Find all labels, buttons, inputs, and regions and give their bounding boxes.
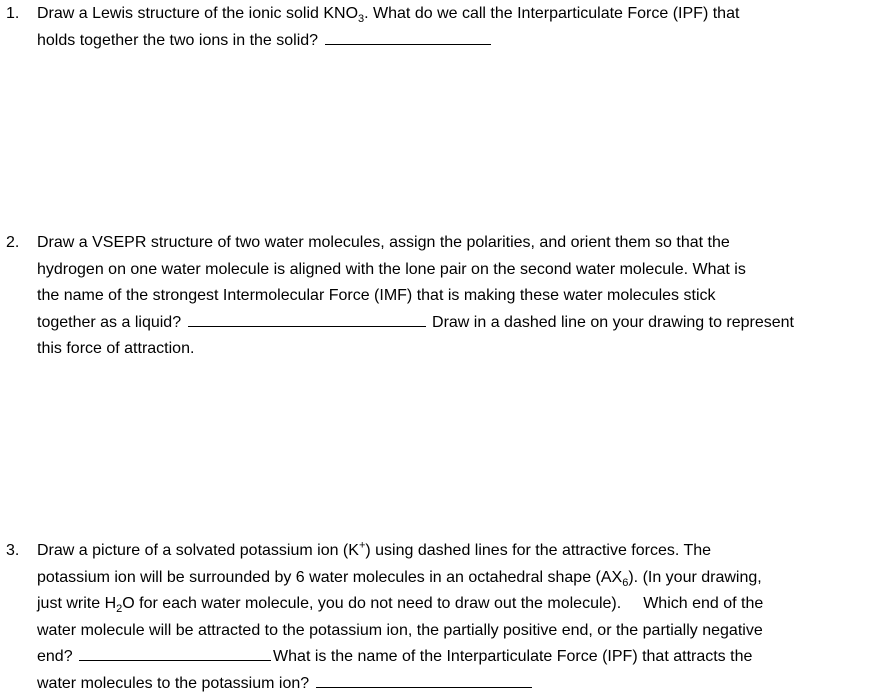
text-line (37, 565, 885, 592)
answer-blank[interactable] (188, 312, 426, 327)
text-segment: just write H (37, 595, 116, 612)
text-line (37, 230, 885, 257)
text-line (37, 1, 885, 28)
subscript: 2 (116, 603, 122, 615)
text-segment: Draw a Lewis structure of the ionic solid KNO (37, 5, 358, 22)
answer-blank[interactable] (316, 673, 532, 688)
question-text (37, 230, 885, 363)
superscript: + (359, 540, 365, 552)
text-line (37, 538, 885, 565)
text-segment: together as a liquid? (37, 314, 181, 331)
text-line (37, 644, 885, 671)
text-segment: Which end of the (643, 595, 763, 612)
question-number: 2. (6, 230, 19, 257)
answer-blank[interactable] (79, 646, 271, 661)
text-segment: What is the name of the Interparticulate Force (IPF) that attracts the (273, 648, 752, 665)
text-segment: potassium ion will be surrounded by 6 water molecules in an octahedral shape (AX (37, 569, 622, 586)
text-segment: Draw a picture of a solvated potassium ion (K (37, 542, 359, 559)
text-segment: ) using dashed lines for the attractive forces. The (365, 542, 711, 559)
text-segment: . What do we call the Interparticulate Force (IPF) that (364, 5, 739, 22)
question-text (37, 538, 885, 697)
question-number: 3. (6, 538, 19, 565)
text-line (37, 671, 885, 697)
subscript: 6 (622, 577, 628, 589)
text-segment: end? (37, 648, 73, 665)
question-number: 1. (6, 1, 19, 28)
text-line (37, 618, 885, 645)
subscript: 3 (358, 13, 364, 25)
text-segment: the name of the strongest Intermolecular Force (IMF) that is making these water molecules stick (37, 287, 716, 304)
text-line (37, 310, 885, 337)
text-segment: water molecules to the potassium ion? (37, 675, 309, 692)
answer-blank[interactable] (325, 30, 491, 45)
text-segment: holds together the two ions in the solid? (37, 32, 318, 49)
question-text (37, 1, 885, 54)
text-line (37, 257, 885, 284)
text-line (37, 591, 885, 618)
text-line (37, 283, 885, 310)
text-segment: Draw a VSEPR structure of two water molecules, assign the polarities, and orient them so that the (37, 234, 730, 251)
text-segment: water molecule will be attracted to the potassium ion, the partially positive end, or the partially negative (37, 622, 763, 639)
text-segment: this force of attraction. (37, 340, 194, 357)
text-line (37, 336, 885, 363)
text-segment: O for each water molecule, you do not need to draw out the molecule). (122, 595, 621, 612)
text-segment: hydrogen on one water molecule is aligned with the lone pair on the second water molecule. What is (37, 261, 746, 278)
text-line (37, 28, 885, 55)
text-segment: ). (In your drawing, (628, 569, 761, 586)
text-segment: Draw in a dashed line on your drawing to represent (432, 314, 794, 331)
